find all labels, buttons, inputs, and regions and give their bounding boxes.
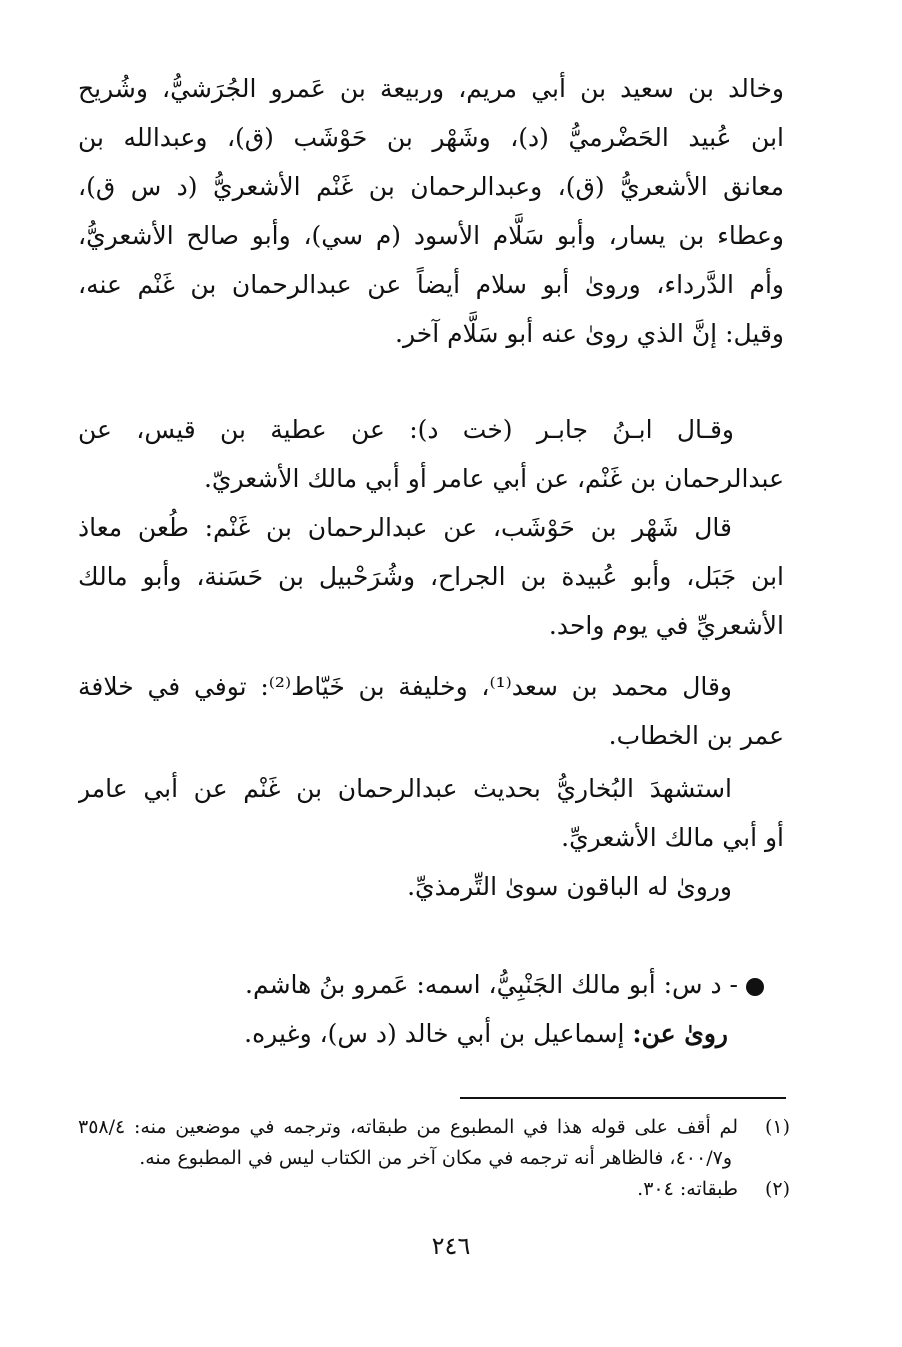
narrated-from-label: روىٰ عن: — [632, 1019, 728, 1048]
entry-abu-malik-aljanbi — [78, 960, 784, 1058]
text-line: ابن عُبيد الحَضْرميُّ (د)، وشَهْر بن حَوْشَب (ق)، وعبدالله بن — [78, 123, 784, 152]
bullet-icon — [746, 978, 764, 996]
paragraph-ibn-jabir — [78, 405, 784, 503]
text-line: استشهدَ البُخاريُّ بحديث عبدالرحمان بن غَنْم عن أبي عامر — [78, 774, 732, 803]
paragraph-death — [78, 662, 784, 760]
entry-heading-text: - د س: أبو مالك الجَنْبِيُّ، اسمه: عَمرو بنُ هاشم. — [245, 970, 738, 999]
text-line: الأشعريِّ في يوم واحد. — [548, 611, 784, 640]
footnote-text: لم أقف على قوله هذا في المطبوع من طبقاته، وترجمه في موضعين منه: ٣٥٨/٤ — [78, 1116, 738, 1138]
paragraph-bukhari — [78, 764, 784, 862]
text-line: عمر بن الخطاب. — [608, 721, 784, 750]
text-line: معانق الأشعريُّ (ق)، وعبدالرحمان بن غَنْم الأشعريُّ (د س ق)، — [78, 172, 784, 201]
text-line: وعطاء بن يسار، وأبو سَلَّام الأسود (م سي)، وأبو صالح الأشعريُّ، — [78, 221, 784, 250]
footnote-1-continuation: و٤٠٠/٧، فالظاهر أنه ترجمه في مكان آخر من الكتاب ليس في المطبوع منه. — [139, 1147, 732, 1169]
text-line: عبدالرحمان بن غَنْم، عن أبي عامر أو أبي مالك الأشعريّ. — [203, 464, 784, 493]
text-line: وأم الدَّرداء، وروىٰ أبو سلام أيضاً عن عبدالرحمان بن غَنْم عنه، — [78, 270, 784, 299]
footnote-1-line — [78, 1112, 790, 1143]
text-line: أو أبي مالك الأشعريِّ. — [561, 823, 784, 852]
entry-heading — [78, 960, 784, 1009]
entry-narrated-from — [78, 1009, 784, 1058]
text-line: وقال محمد بن سعد⁽¹⁾، وخليفة بن خَيّاط⁽²⁾: توفي في خلافة — [78, 672, 732, 701]
text-line: وقـال ابـنُ جابـر (خت د): عن عطية بن قيس، عن — [78, 415, 734, 444]
text-line: وخالد بن سعيد بن أبي مريم، وربيعة بن عَمرو الجُرَشيُّ، وشُريح — [78, 74, 784, 103]
text-line: وروىٰ له الباقون سوىٰ التِّرمذيِّ. — [407, 872, 732, 901]
footnote-number: (١) — [764, 1116, 790, 1138]
footnote-number: (٢) — [764, 1178, 790, 1200]
paragraph-narrators — [78, 64, 784, 358]
paragraph-narrated-by — [78, 862, 784, 911]
narrated-from-text: إسماعيل بن أبي خالد (د س)، وغيره. — [244, 1019, 633, 1048]
paragraph-shahr — [78, 503, 784, 650]
text-line: قال شَهْر بن حَوْشَب، عن عبدالرحمان بن غَنْم: طُعن معاذ — [78, 513, 732, 542]
footnotes — [78, 1112, 790, 1205]
footnote-2-line — [78, 1174, 790, 1205]
text-line: ابن جَبَل، وأبو عُبيدة بن الجراح، وشُرَحْبيل بن حَسَنة، وأبو مالك — [78, 562, 784, 591]
footnote-divider — [460, 1097, 786, 1099]
footnote-text: طبقاته: ٣٠٤. — [637, 1178, 738, 1200]
text-line: وقيل: إنَّ الذي روىٰ عنه أبو سَلَّام آخر. — [395, 319, 784, 348]
page-number: ٢٤٦ — [431, 1232, 471, 1260]
